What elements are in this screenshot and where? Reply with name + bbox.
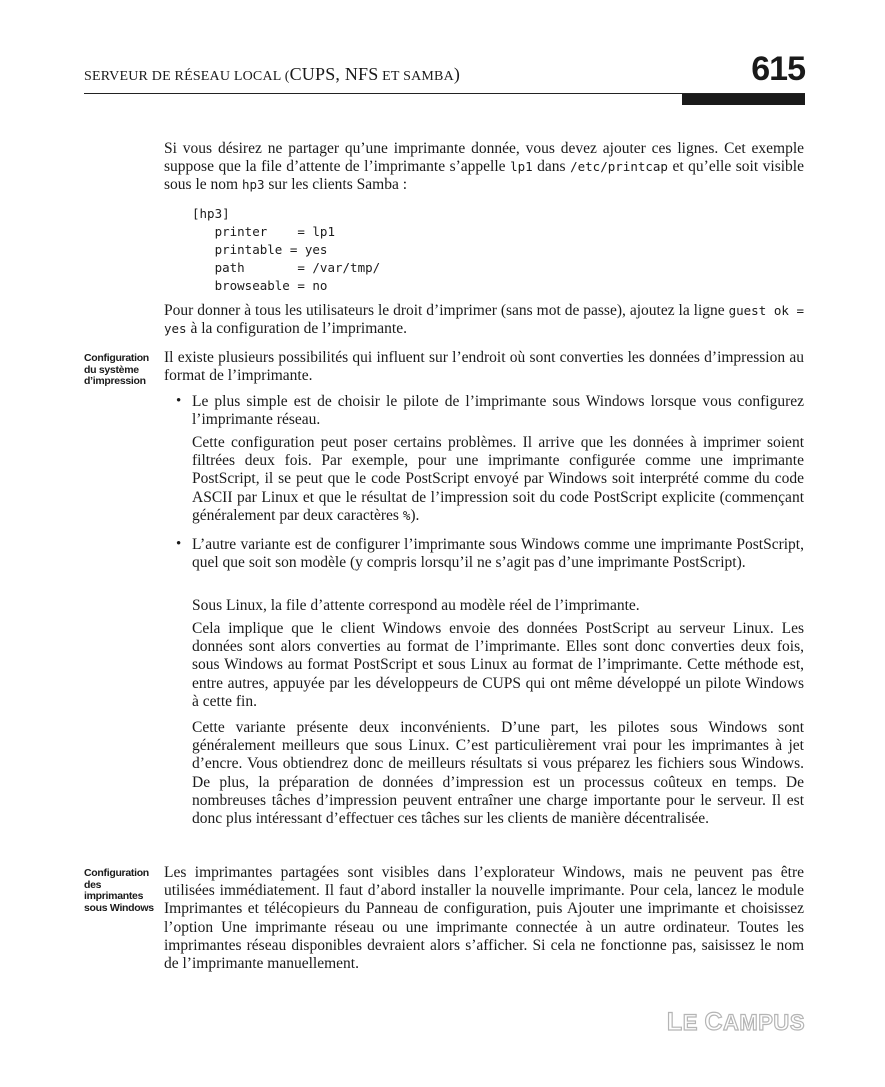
header-part-4: SAMBA [403,69,454,84]
section2-paragraph: Les imprimantes partagées sont visibles dans l’explorateur Windows, mais ne peuvent pas être utilisées immédiatement. Il faut d’abord installer la nouvelle imprimante. Pour cela, lancez le module Imprimantes et télécopieurs du Panneau de configuration, puis Ajouter une imprimante et choisissez l’option Une imprimante réseau ou une imprimante connectée à un autre ordinateur. Toutes les imprimantes réseau disponibles devraient alors s’afficher. Si cela ne fonctionne pas, saisissez le nom de l’imprimante manuellement. [164,864,804,973]
bullet-marker-1: • [176,393,182,409]
logo-e: E [682,1010,705,1035]
header-part-1: SERVEUR DE RÉSEAU LOCAL ( [84,69,290,84]
code-block: [hp3] printer = lp1 printable = yes path = /var/tmp/ browseable = no [192,206,381,293]
running-header [84,64,460,85]
bullet2-paragraph2: Sous Linux, la file d’attente correspond au modèle réel de l’imprimante. [192,597,640,614]
intro-paragraph [164,140,804,195]
bullet1-p2-text: Cette configuration peut poser certains problèmes. Il arrive que les données à imprimer soient filtrées deux fois. Par exemple, pour une imprimante configurée comme une imprimante PostScript, il se peut que le code PostScript envoyé par Windows soit interprété comme du code ASCII par Linux et que le résultat de l’impression soit du code PostScript explicite (commençant généralement par deux caractères [192,434,804,524]
bullet1-text: Le plus simple est de choisir le pilote de l’imprimante sous Windows lorsque vous configurez l’imprimante réseau. [192,393,804,429]
intro-code-hp3: hp3 [241,177,265,193]
bullet2-text: L’autre variante est de configurer l’imprimante sous Windows comme une imprimante PostScript, quel que soit son modèle (y compris lorsqu’il ne s’agit pas d’une imprimante PostScript). [192,536,804,572]
intro-text-c: et qu’elle soit visible sous le nom [164,158,804,194]
header-part-2: CUPS, NFS [289,64,379,84]
bullet1-paragraph2 [192,434,804,525]
guest-code: guest ok = yes [164,303,804,337]
header-part-3: ET [378,69,404,84]
logo-rest: AMPUS [723,1010,805,1035]
logo-c: C [704,1008,724,1036]
intro-text-a: Si vous désirez ne partager qu’une imprimante donnée, vous devez ajouter ces lignes. Cet exemple suppose que la file d’attente de l’imprimante s’appelle [164,140,804,176]
logo-l: L [666,1008,683,1036]
publisher-logo [667,1008,805,1037]
intro-code-printcap: /etc/printcap [570,159,668,175]
intro-text-b: dans [532,158,571,176]
section1-intro: Il existe plusieurs possibilités qui influent sur l’endroit où sont converties les données d’impression au format de l’imprimante. [164,349,804,385]
guest-paragraph [164,302,804,338]
guest-text-b: à la configuration de l’imprimante. [186,320,407,338]
header-part-5: ) [453,64,461,84]
page-number: 615 [751,50,805,88]
header-bar [682,94,805,105]
bullet1-p2-code: % [402,507,411,523]
intro-code-lp1: lp1 [510,159,533,175]
intro-text-d: sur les clients Samba : [264,176,408,194]
bullet-marker-2: • [176,536,182,552]
bullet2-paragraph3: Cela implique que le client Windows envoie des données PostScript au serveur Linux. Les données sont alors converties au format de l’imprimante. Elles sont donc converties deux fois, sous Windows au format PostScript et sous Linux au format de l’imprimante. Cette méthode est, entre autres, appuyée par les développeurs de CUPS qui ont même développé un pilote Windows à cette fin. [192,620,804,710]
bullet2-paragraph4: Cette variante présente deux inconvénients. D’une part, les pilotes sous Windows sont généralement meilleurs que sous Linux. C’est particulièrement vrai pour les imprimantes à jet d’encre. Vous obtiendrez donc de meilleurs résultats si vous préparez les fichiers sous Windows. De plus, la préparation de données d’impression est un processus coûteux en temps. De nombreuses tâches d’impression peuvent entraîner une charge importante pour le serveur. Il est donc plus intéressant d’effectuer ces tâches sur les clients de manière décentralisée. [192,719,804,828]
bullet1-p2-end: ). [410,506,420,524]
margin-note-print-config: Configuration du système d’impression [84,352,149,387]
guest-text-a: Pour donner à tous les utilisateurs le droit d’imprimer (sans mot de passe), ajoutez la ligne [164,302,729,319]
margin-note-windows-config: Configuration des imprimantes sous Windows [84,867,154,914]
